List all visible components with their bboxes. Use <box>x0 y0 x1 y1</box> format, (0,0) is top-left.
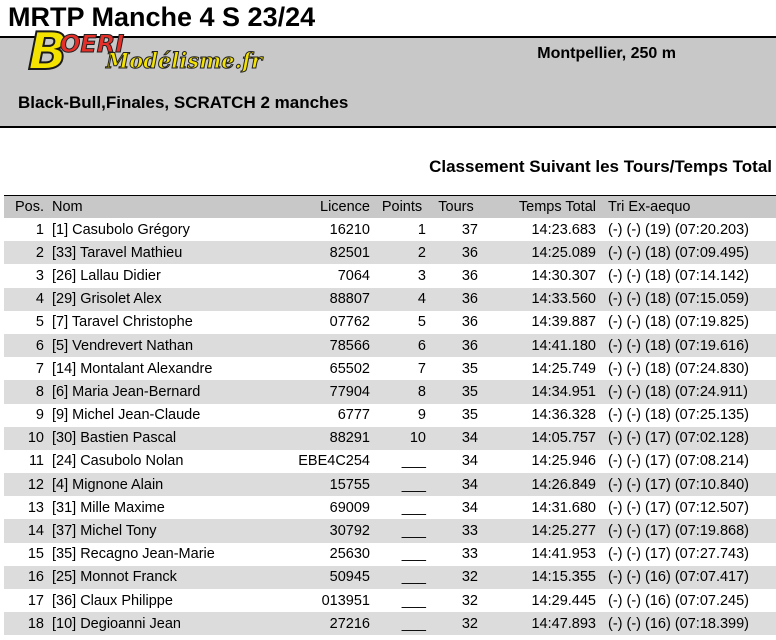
race-subtitle: Black-Bull,Finales, SCRATCH 2 manches <box>18 93 349 112</box>
report-header <box>0 0 776 128</box>
column-header-pos: Pos. <box>4 196 48 219</box>
cell-pos: 17 <box>27 592 44 609</box>
results-body <box>4 218 776 635</box>
cell-licence: 15755 <box>288 473 374 496</box>
cell-points: ___ <box>374 473 430 496</box>
cell-points: 9 <box>417 407 426 424</box>
cell-pos: 13 <box>27 499 44 516</box>
cell-tours: 36 <box>430 334 482 357</box>
cell-temps-total: 14:23.683 <box>531 221 596 238</box>
column-header-tri-ex-aequo: Tri Ex-aequo <box>600 196 776 219</box>
ranking-title: Classement Suivant les Tours/Temps Total <box>429 157 772 176</box>
cell-tours: 36 <box>430 241 482 264</box>
cell-tours: 36 <box>461 314 478 331</box>
cell-tri-ex-aequo: (-) (-) (17) (07:02.128) <box>600 427 776 450</box>
cell-name: [31] Mille Maxime <box>52 499 165 516</box>
cell-licence: 82501 <box>288 241 374 264</box>
cell-tours: 35 <box>461 407 478 424</box>
cell-temps-total: 14:41.953 <box>531 546 596 563</box>
cell-temps-total: 14:26.849 <box>482 473 600 496</box>
logo-word-oeri: OERI <box>60 30 125 58</box>
cell-pos: 3 <box>35 267 44 284</box>
column-header-licence: Licence <box>288 196 374 219</box>
cell-temps-total: 14:25.277 <box>482 519 600 542</box>
cell-tours: 32 <box>430 566 482 589</box>
cell-tours: 36 <box>430 288 482 311</box>
cell-temps-total: 14:30.307 <box>531 267 596 284</box>
cell-pos: 12 <box>4 473 48 496</box>
cell-temps-total: 14:41.180 <box>482 334 600 357</box>
table-row <box>4 241 776 264</box>
cell-tri-ex-aequo: (-) (-) (17) (07:12.507) <box>608 499 750 516</box>
table-row <box>4 450 776 473</box>
cell-name: [4] Mignone Alain <box>48 473 288 496</box>
cell-name: [9] Michel Jean-Claude <box>52 407 201 424</box>
race-location: Montpellier, 250 m <box>537 45 676 62</box>
cell-licence: 07762 <box>329 314 370 331</box>
table-row <box>4 496 776 519</box>
results-table <box>4 195 776 635</box>
cell-points: ___ <box>401 592 426 609</box>
table-row <box>4 288 776 311</box>
cell-pos: 9 <box>35 407 44 424</box>
logo-letter-b: B <box>28 22 68 82</box>
cell-tri-ex-aequo: (-) (-) (18) (07:15.059) <box>600 288 776 311</box>
cell-temps-total: 14:05.757 <box>482 427 600 450</box>
cell-pos: 5 <box>35 314 44 331</box>
cell-temps-total: 14:34.951 <box>482 380 600 403</box>
cell-tri-ex-aequo: (-) (-) (18) (07:24.911) <box>600 380 776 403</box>
table-row <box>4 589 776 612</box>
cell-temps-total: 14:15.355 <box>482 566 600 589</box>
cell-tri-ex-aequo: (-) (-) (17) (07:19.868) <box>600 519 776 542</box>
cell-name: [6] Maria Jean-Bernard <box>48 380 288 403</box>
cell-pos: 10 <box>4 427 48 450</box>
table-row <box>4 218 776 241</box>
cell-points: 5 <box>417 314 426 331</box>
table-header-row <box>4 196 776 219</box>
cell-points: 4 <box>374 288 430 311</box>
cell-licence: 013951 <box>321 592 370 609</box>
table-row <box>4 404 776 427</box>
cell-tri-ex-aequo: (-) (-) (18) (07:25.135) <box>608 407 750 424</box>
cell-name: [7] Taravel Christophe <box>52 314 193 331</box>
cell-tours: 34 <box>430 473 482 496</box>
table-row <box>4 543 776 566</box>
table-row <box>4 519 776 542</box>
cell-licence: EBE4C254 <box>298 453 370 470</box>
cell-points: 1 <box>417 221 426 238</box>
cell-tours: 34 <box>461 499 478 516</box>
cell-tri-ex-aequo: (-) (-) (18) (07:19.616) <box>600 334 776 357</box>
cell-licence: 69009 <box>329 499 370 516</box>
cell-pos: 6 <box>4 334 48 357</box>
cell-name: [25] Monnot Franck <box>48 566 288 589</box>
cell-name: [33] Taravel Mathieu <box>48 241 288 264</box>
boeri-logo <box>28 22 263 82</box>
table-row <box>4 566 776 589</box>
table-row <box>4 311 776 334</box>
cell-points: 3 <box>417 267 426 284</box>
cell-name: [14] Montalant Alexandre <box>52 360 213 377</box>
cell-licence: 77904 <box>288 380 374 403</box>
cell-tours: 34 <box>461 453 478 470</box>
cell-licence: 78566 <box>288 334 374 357</box>
cell-tri-ex-aequo: (-) (-) (19) (07:20.203) <box>608 221 750 238</box>
cell-name: [26] Lallau Didier <box>52 267 161 284</box>
cell-temps-total: 14:25.946 <box>531 453 596 470</box>
cell-temps-total: 14:25.089 <box>482 241 600 264</box>
cell-tri-ex-aequo: (-) (-) (18) (07:14.142) <box>608 267 750 284</box>
cell-name: [5] Vendrevert Nathan <box>48 334 288 357</box>
table-row <box>4 380 776 403</box>
cell-name: [10] Degioanni Jean <box>48 612 288 635</box>
cell-tours: 35 <box>461 360 478 377</box>
cell-tours: 35 <box>430 380 482 403</box>
cell-tri-ex-aequo: (-) (-) (17) (07:27.743) <box>608 546 750 563</box>
cell-name: [29] Grisolet Alex <box>48 288 288 311</box>
cell-points: 10 <box>374 427 430 450</box>
event-title: MRTP Manche 4 S 23/24 <box>8 2 316 32</box>
cell-tri-ex-aequo: (-) (-) (16) (07:07.245) <box>608 592 750 609</box>
cell-pos: 2 <box>4 241 48 264</box>
cell-licence: 30792 <box>288 519 374 542</box>
cell-temps-total: 14:33.560 <box>482 288 600 311</box>
cell-tri-ex-aequo: (-) (-) (17) (07:10.840) <box>600 473 776 496</box>
cell-pos: 7 <box>35 360 44 377</box>
cell-licence: 25630 <box>329 546 370 563</box>
cell-points: 2 <box>374 241 430 264</box>
column-header-name: Nom <box>48 196 288 219</box>
cell-name: [1] Casubolo Grégory <box>52 221 190 238</box>
cell-temps-total: 14:29.445 <box>531 592 596 609</box>
table-row <box>4 334 776 357</box>
cell-name: [35] Recagno Jean-Marie <box>52 546 215 563</box>
cell-pos: 4 <box>4 288 48 311</box>
cell-points: ___ <box>401 499 426 516</box>
column-header-tours: Tours <box>430 196 482 219</box>
table-row <box>4 264 776 287</box>
cell-tours: 32 <box>430 612 482 635</box>
table-row <box>4 473 776 496</box>
cell-temps-total: 14:25.749 <box>531 360 596 377</box>
cell-points: ___ <box>374 519 430 542</box>
cell-tours: 32 <box>461 592 478 609</box>
cell-points: ___ <box>401 546 426 563</box>
cell-temps-total: 14:31.680 <box>531 499 596 516</box>
column-header-temps-total: Temps Total <box>482 196 600 219</box>
cell-licence: 88291 <box>288 427 374 450</box>
header-bottom-border <box>0 126 776 128</box>
cell-tri-ex-aequo: (-) (-) (18) (07:09.495) <box>600 241 776 264</box>
cell-points: ___ <box>401 453 426 470</box>
cell-licence: 7064 <box>337 267 370 284</box>
cell-pos: 8 <box>4 380 48 403</box>
cell-pos: 16 <box>4 566 48 589</box>
cell-temps-total: 14:47.893 <box>482 612 600 635</box>
cell-pos: 18 <box>4 612 48 635</box>
column-header-points: Points <box>374 196 430 219</box>
cell-tri-ex-aequo: (-) (-) (16) (07:18.399) <box>600 612 776 635</box>
cell-temps-total: 14:36.328 <box>531 407 596 424</box>
cell-tri-ex-aequo: (-) (-) (18) (07:24.830) <box>608 360 750 377</box>
cell-tours: 37 <box>461 221 478 238</box>
table-row <box>4 357 776 380</box>
cell-licence: 16210 <box>329 221 370 238</box>
cell-points: 7 <box>417 360 426 377</box>
cell-tours: 33 <box>430 519 482 542</box>
cell-licence: 27216 <box>288 612 374 635</box>
cell-name: [24] Casubolo Nolan <box>52 453 184 470</box>
cell-tours: 34 <box>430 427 482 450</box>
cell-licence: 6777 <box>337 407 370 424</box>
cell-temps-total: 14:39.887 <box>531 314 596 331</box>
table-row <box>4 427 776 450</box>
cell-points: ___ <box>374 612 430 635</box>
table-row <box>4 612 776 635</box>
cell-licence: 88807 <box>288 288 374 311</box>
cell-points: ___ <box>374 566 430 589</box>
cell-name: [36] Claux Philippe <box>52 592 173 609</box>
cell-points: 8 <box>374 380 430 403</box>
cell-tri-ex-aequo: (-) (-) (17) (07:08.214) <box>608 453 750 470</box>
cell-pos: 15 <box>27 546 44 563</box>
cell-pos: 14 <box>4 519 48 542</box>
cell-licence: 65502 <box>329 360 370 377</box>
cell-tri-ex-aequo: (-) (-) (18) (07:19.825) <box>608 314 750 331</box>
cell-tours: 36 <box>461 267 478 284</box>
cell-name: [30] Bastien Pascal <box>48 427 288 450</box>
cell-pos: 1 <box>35 221 44 238</box>
logo-word-modelisme: Modélisme.fr <box>106 48 263 73</box>
cell-tours: 33 <box>461 546 478 563</box>
cell-tri-ex-aequo: (-) (-) (16) (07:07.417) <box>600 566 776 589</box>
cell-name: [37] Michel Tony <box>48 519 288 542</box>
cell-points: 6 <box>374 334 430 357</box>
cell-licence: 50945 <box>288 566 374 589</box>
cell-pos: 11 <box>28 453 44 470</box>
